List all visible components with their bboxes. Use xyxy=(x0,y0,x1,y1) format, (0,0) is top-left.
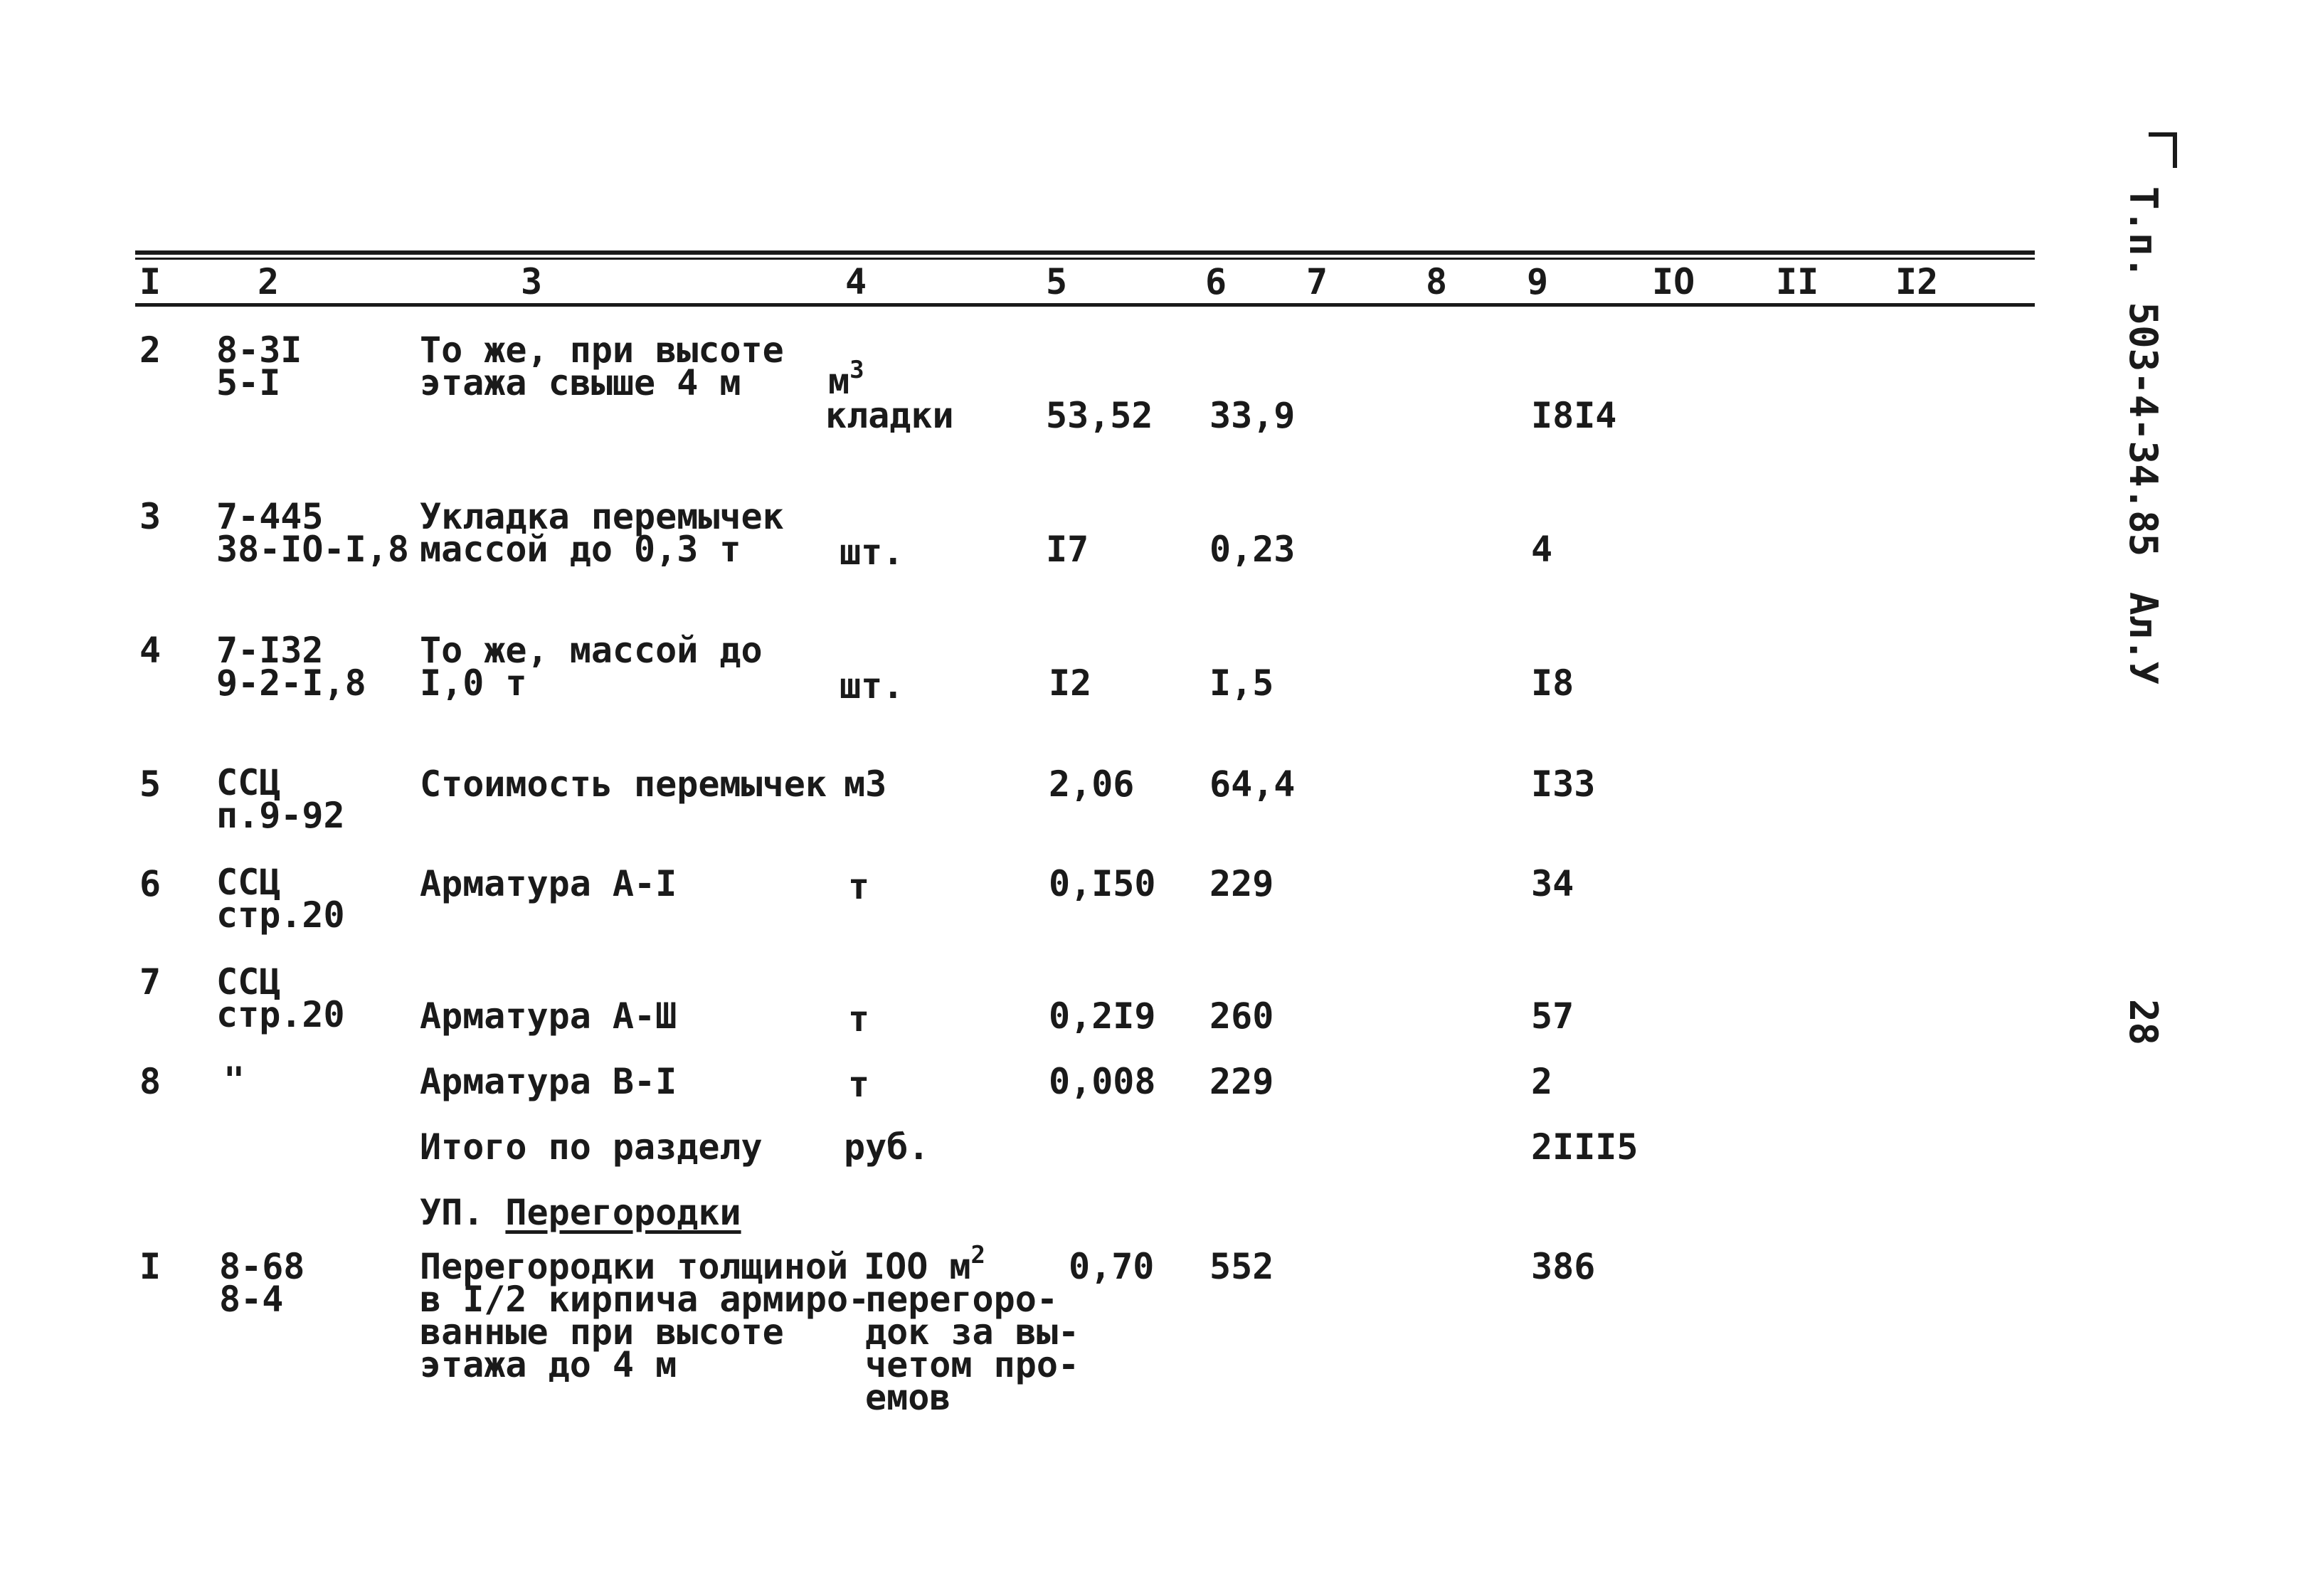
row-quantity: 0,2I9 xyxy=(1049,995,1156,1037)
row-name-line: I,0 т xyxy=(420,662,527,704)
row-price: 33,9 xyxy=(1209,395,1296,436)
row-number: 5 xyxy=(139,763,162,805)
row-name-line: массой до 0,3 т xyxy=(420,529,741,570)
row-number: 4 xyxy=(139,630,162,671)
section-prefix: УП. xyxy=(420,1192,485,1233)
row-unit-line: м3 xyxy=(844,763,887,805)
row-name-line: Укладка перемычек xyxy=(420,496,784,537)
col-header-4: 4 xyxy=(845,261,867,302)
col-header-5: 5 xyxy=(1046,261,1068,302)
row-price: I,5 xyxy=(1209,662,1274,704)
row-name-line: То же, при высоте xyxy=(420,329,784,371)
col-header-2: 2 xyxy=(258,261,280,302)
row-quantity: I7 xyxy=(1046,529,1089,570)
subtotal-label: Итого по разделу xyxy=(420,1126,763,1168)
row-name-line: То же, массой до xyxy=(420,630,763,671)
row-price: 0,23 xyxy=(1209,529,1296,570)
row-total: 2 xyxy=(1531,1061,1553,1102)
row-price: 229 xyxy=(1209,863,1274,904)
row-code-line: 8-3I xyxy=(216,329,302,371)
row-unit-line: док за вы- xyxy=(865,1311,1080,1353)
row-quantity: 2,06 xyxy=(1049,763,1135,805)
row-quantity: 0,I50 xyxy=(1049,863,1156,904)
row-number: 3 xyxy=(139,496,162,537)
row-name-line: ванные при высоте xyxy=(420,1311,784,1353)
row-total: 4 xyxy=(1531,529,1553,570)
header-top-rule xyxy=(135,250,2035,255)
row-code-line: п.9-92 xyxy=(216,795,345,836)
row-code-line: 7-I32 xyxy=(216,630,324,671)
row-unit-line: кладки xyxy=(825,395,954,436)
col-header-1: I xyxy=(139,261,162,302)
row-number: I xyxy=(139,1246,162,1287)
col-header-7: 7 xyxy=(1306,261,1328,302)
row-name-line: Стоимость перемычек xyxy=(420,763,827,805)
section-title: Перегородки xyxy=(505,1192,741,1233)
row-price: 229 xyxy=(1209,1061,1274,1102)
row-code-line: ССЦ xyxy=(216,961,281,1003)
row-number: 8 xyxy=(139,1061,162,1102)
row-number: 6 xyxy=(139,863,162,904)
col-header-6: 6 xyxy=(1205,261,1227,302)
row-code-line: 8-68 xyxy=(219,1246,305,1287)
row-quantity: 0,70 xyxy=(1069,1246,1155,1287)
col-header-10: IO xyxy=(1652,261,1695,302)
row-unit-line: перегоро- xyxy=(865,1279,1058,1320)
col-header-3: 3 xyxy=(521,261,543,302)
row-code-line: ССЦ xyxy=(216,762,281,803)
header-top-rule-thin xyxy=(135,258,2035,260)
row-total: 34 xyxy=(1531,863,1574,904)
col-header-11: II xyxy=(1776,261,1819,302)
col-header-12: I2 xyxy=(1895,261,1939,302)
row-unit-line: емов xyxy=(865,1377,951,1418)
row-unit-line: т xyxy=(848,866,870,907)
row-quantity: I2 xyxy=(1049,662,1092,704)
row-quantity: 53,52 xyxy=(1046,395,1153,436)
row-unit-superscript: 3 xyxy=(849,356,864,384)
row-total: 386 xyxy=(1531,1246,1596,1287)
row-name-line: этажа свыше 4 м xyxy=(420,362,741,403)
row-unit-text: м xyxy=(828,361,850,402)
row-total: I8I4 xyxy=(1531,395,1617,436)
document-code: Т.п. 503-4-34.85 xyxy=(2121,186,2166,557)
corner-mark-vertical xyxy=(2173,132,2177,168)
col-header-8: 8 xyxy=(1426,261,1448,302)
row-total: I33 xyxy=(1531,763,1596,805)
col-header-9: 9 xyxy=(1527,261,1549,302)
row-number: 7 xyxy=(139,961,162,1003)
row-code-line: стр.20 xyxy=(216,894,345,936)
row-code-line: ССЦ xyxy=(216,862,281,903)
row-name-line: Арматура А-Ш xyxy=(420,995,677,1037)
row-price: 64,4 xyxy=(1209,763,1296,805)
row-unit-text: IOO м xyxy=(864,1246,971,1287)
row-unit-line: четом про- xyxy=(865,1344,1080,1385)
row-unit-superscript: 2 xyxy=(970,1241,985,1269)
row-price: 552 xyxy=(1209,1246,1274,1287)
row-code-line: 5-I xyxy=(216,362,281,403)
row-code-line: 9-2-I,8 xyxy=(216,662,366,704)
row-unit-line: шт. xyxy=(840,665,904,707)
row-code-line: " xyxy=(223,1059,245,1101)
subtotal-unit: руб. xyxy=(844,1126,930,1168)
row-quantity: 0,008 xyxy=(1049,1061,1156,1102)
row-code-line: стр.20 xyxy=(216,994,345,1035)
row-code-line: 38-IO-I,8 xyxy=(216,529,409,570)
row-name-line: Перегородки толщиной xyxy=(420,1246,849,1287)
row-unit-line: т xyxy=(848,1064,870,1105)
row-number: 2 xyxy=(139,329,162,371)
row-total: 57 xyxy=(1531,995,1574,1037)
row-name-line: Арматура В-I xyxy=(420,1061,677,1102)
page-number: 28 xyxy=(2121,999,2166,1046)
section-heading xyxy=(420,1192,741,1233)
row-name-line: Арматура А-I xyxy=(420,863,677,904)
row-total: I8 xyxy=(1531,662,1574,704)
album-label: Ал.У xyxy=(2121,592,2166,685)
row-code-line: 7-445 xyxy=(216,496,324,537)
header-bottom-rule xyxy=(135,303,2035,307)
row-code-line: 8-4 xyxy=(219,1279,284,1320)
row-name-line: в I/2 кирпича армиро- xyxy=(420,1279,870,1320)
row-unit-line: т xyxy=(848,998,870,1040)
row-price: 260 xyxy=(1209,995,1274,1037)
row-unit-line: шт. xyxy=(840,532,904,573)
subtotal-total: 2III5 xyxy=(1531,1126,1638,1168)
row-name-line: этажа до 4 м xyxy=(420,1344,677,1385)
